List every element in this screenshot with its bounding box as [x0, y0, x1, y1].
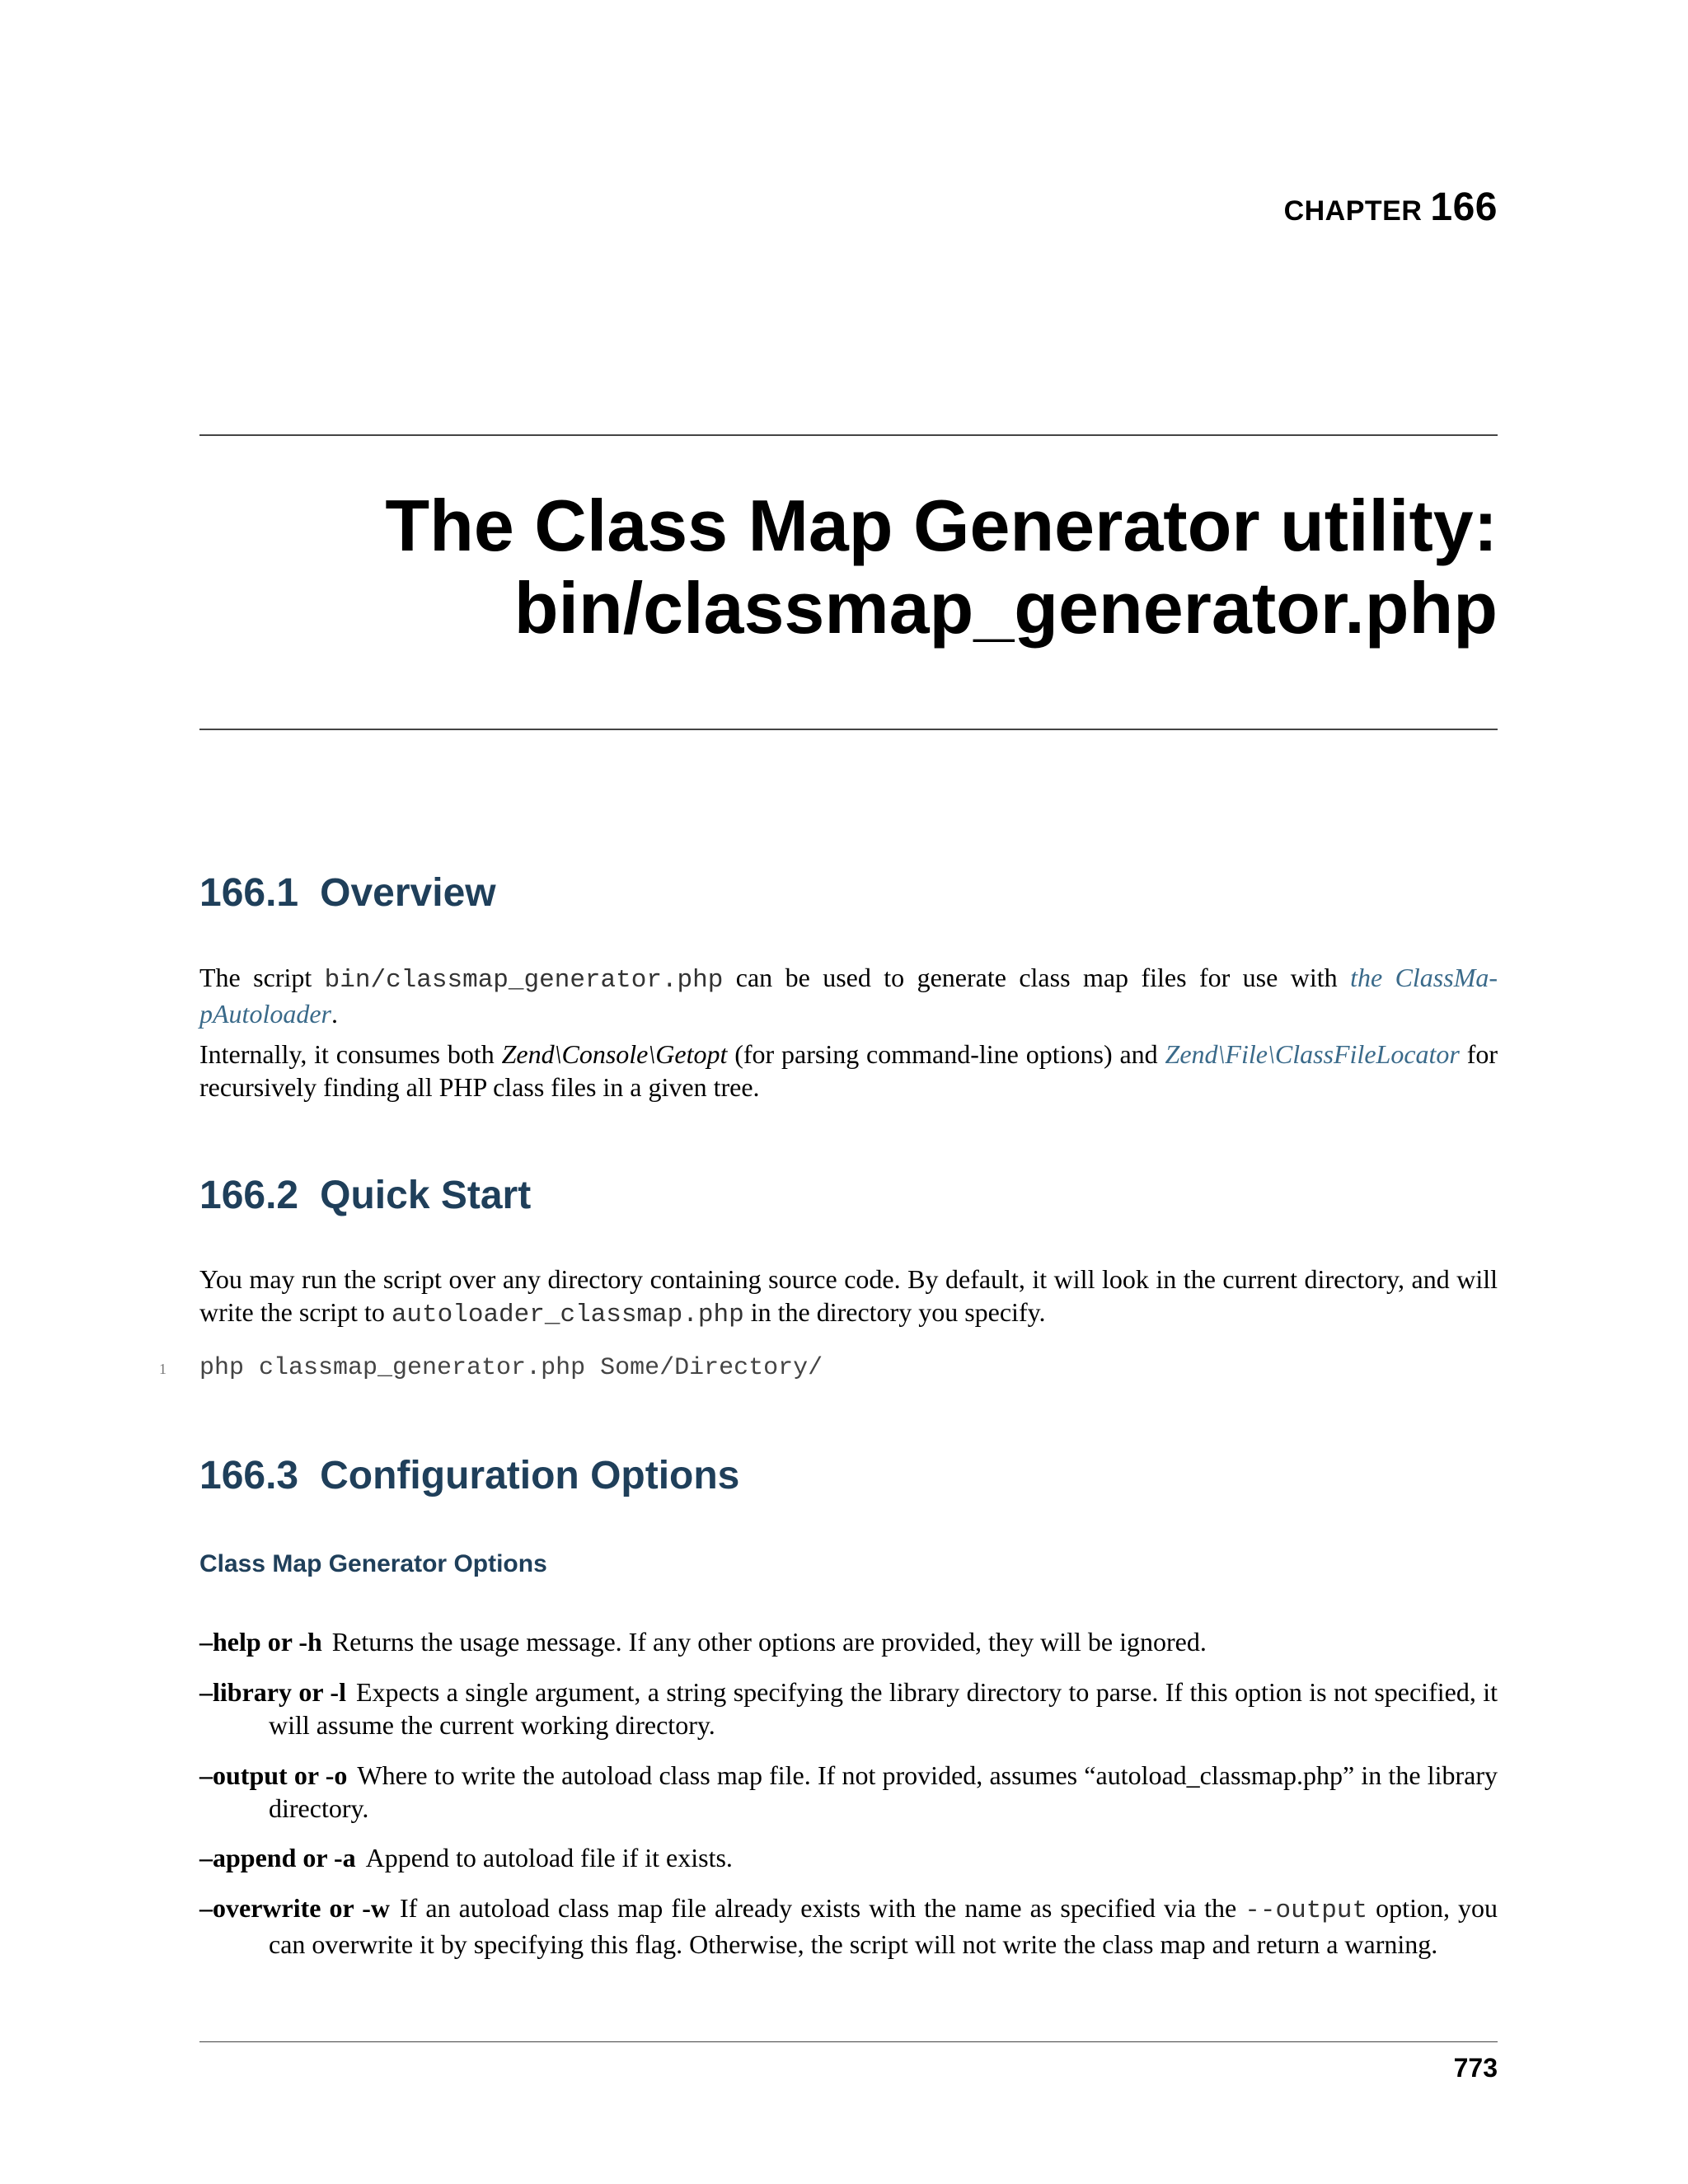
- link-classfilelocator[interactable]: Zend\File\ClassFileLocator: [1165, 1039, 1460, 1069]
- option-term: –help or -h: [199, 1627, 322, 1657]
- quick-start-paragraph: [199, 1263, 1498, 1332]
- chapter-number: 166: [1430, 185, 1498, 229]
- paragraph-text: You may run the script over any directory containing source code. By default, it will look in the current directory, and will write the script to: [199, 1264, 1498, 1327]
- option-help: [199, 1625, 1498, 1658]
- paragraph-text: for recursively finding all PHP class files in a given tree.: [199, 1039, 1498, 1102]
- option-term: –append or -a: [199, 1843, 356, 1872]
- code-block: php classmap_generator.php Some/Directory/: [199, 1354, 823, 1382]
- option-description: Returns the usage message. If any other options are provided, they will be ignored.: [331, 1627, 1207, 1657]
- chapter-title-line-1: The Class Map Generator utility:: [385, 485, 1498, 566]
- option-term: –overwrite or -w: [199, 1893, 390, 1923]
- section-title: Overview: [320, 871, 496, 915]
- option-append: [199, 1841, 1498, 1874]
- title-rule-top: [199, 434, 1498, 436]
- paragraph-text: in the directory you specify.: [743, 1297, 1046, 1327]
- option-term: –library or -l: [199, 1677, 346, 1707]
- paragraph-text: .: [331, 999, 338, 1029]
- inline-code-script-path: bin/classmap_generator.php: [324, 966, 724, 995]
- paragraph-text: can be used to generate class map files for use with: [723, 963, 1351, 992]
- option-description: Expects a single argument, a string specifying the library directory to parse. If this option is not specified, it will assume the current working directory.: [269, 1677, 1498, 1740]
- title-rule-bottom: [199, 729, 1498, 730]
- option-description: If an autoload class map file already exists with the name as specified via the: [400, 1893, 1245, 1923]
- overview-paragraph-2: [199, 1038, 1498, 1104]
- paragraph-text: (for parsing command-line options) and: [727, 1039, 1165, 1069]
- chapter-word: CHAPTER: [1283, 195, 1423, 227]
- option-description: option, you can overwrite it by specifying this flag. Otherwise, the script will not write the class map and return a warning.: [269, 1893, 1498, 1959]
- option-overwrite: [199, 1891, 1498, 1961]
- inline-code-output-flag: --output: [1245, 1896, 1368, 1925]
- paragraph-text: The script: [199, 963, 325, 992]
- page-number: 773: [1453, 2053, 1498, 2083]
- link-classmap-autoloader[interactable]: the ClassMa-pAutoloader: [199, 963, 1498, 1029]
- overview-paragraph-1: [199, 961, 1498, 1030]
- emphasis-getopt: Zend\Console\Getopt: [501, 1039, 728, 1069]
- chapter-title: [199, 485, 1498, 649]
- section-title: Quick Start: [320, 1174, 532, 1217]
- code-line-number: 1: [159, 1361, 166, 1377]
- section-number: 166.1: [199, 871, 299, 915]
- paragraph-text: Internally, it consumes both: [199, 1039, 502, 1069]
- section-heading-quick-start: [199, 1176, 531, 1216]
- section-heading-overview: [199, 871, 496, 915]
- section-number: 166.3: [199, 1454, 299, 1497]
- subheading-class-map-generator-options: Class Map Generator Options: [199, 1550, 547, 1577]
- section-title: Configuration Options: [320, 1454, 740, 1497]
- option-description: Append to autoload file if it exists.: [365, 1843, 733, 1872]
- option-output: [199, 1759, 1498, 1825]
- footer-rule: [199, 2041, 1498, 2042]
- section-number: 166.2: [199, 1174, 299, 1217]
- chapter-label: [1283, 185, 1498, 229]
- option-library: [199, 1675, 1498, 1741]
- option-term: –output or -o: [199, 1760, 348, 1790]
- section-heading-configuration-options: [199, 1456, 739, 1496]
- chapter-title-line-2: bin/classmap_generator.php: [513, 567, 1498, 649]
- option-description: Where to write the autoload class map file. If not provided, assumes “autoload_classmap.php” in the library directory.: [269, 1760, 1498, 1823]
- inline-code-output-file: autoloader_classmap.php: [391, 1301, 744, 1329]
